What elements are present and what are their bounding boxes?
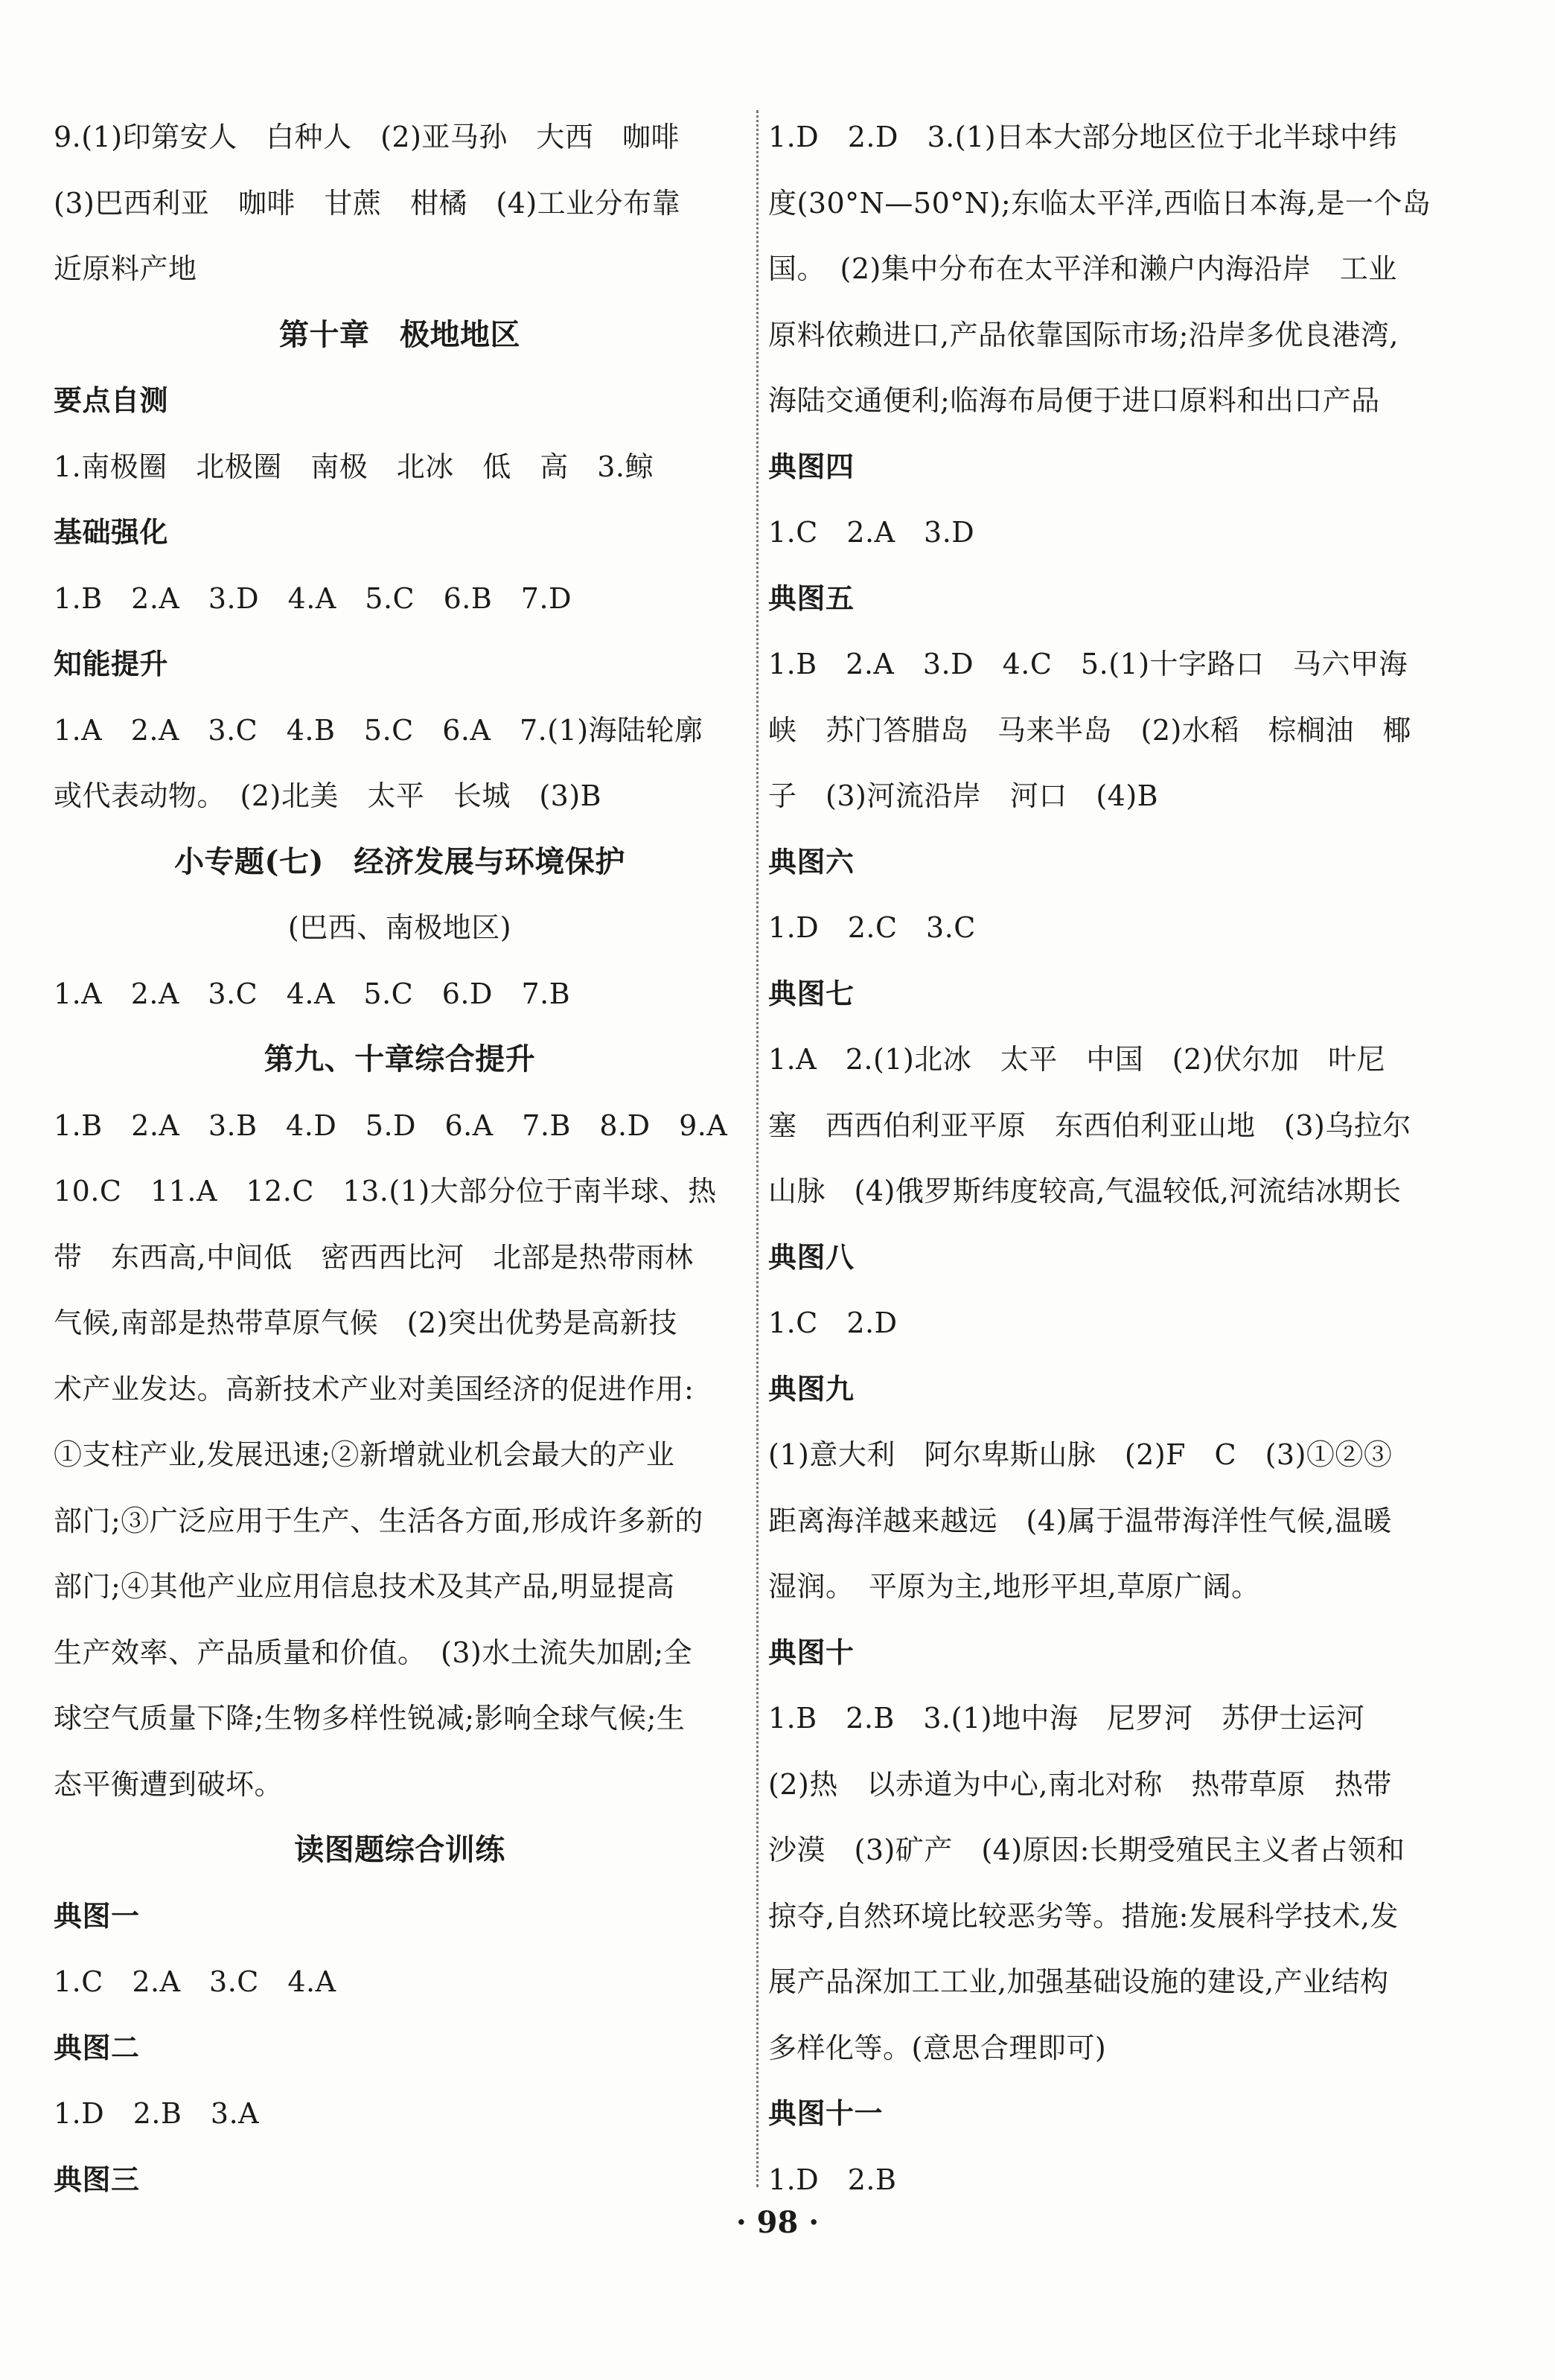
left-answer-line: 1.A 2.A 3.C 4.B 5.C 6.A 7.(1)海陆轮廓 — [54, 713, 703, 747]
left-answer-line: 术产业发达。高新技术产业对美国经济的促进作用: — [54, 1372, 695, 1406]
column-divider — [756, 110, 759, 2187]
right-section-label: 典图七 — [768, 976, 855, 1010]
left-answer-line: 1.D 2.B 3.A — [54, 2097, 260, 2130]
left-section-label: 典图三 — [54, 2162, 140, 2196]
left-answer-line: 10.C 11.A 12.C 13.(1)大部分位于南半球、热 — [54, 1175, 717, 1207]
right-answer-line: 海陆交通便利;临海布局便于进口原料和出口产品 — [768, 384, 1380, 417]
left-column — [54, 104, 746, 2212]
left-answer-line: 生产效率、产品质量和价值。 (3)水土流失加剧;全 — [54, 1636, 693, 1669]
left-section-label: 典图一 — [54, 1898, 140, 1933]
right-answer-line: 度(30°N—50°N);东临太平洋,西临日本海,是一个岛 — [768, 186, 1431, 220]
left-answer-line: 部门;④其他产业应用信息技术及其产品,明显提高 — [54, 1570, 675, 1603]
right-section-label: 典图四 — [768, 449, 855, 483]
right-answer-line: 1.B 2.B 3.(1)地中海 尼罗河 苏伊士运河 — [768, 1702, 1365, 1735]
right-answer-line: 沙漠 (3)矿产 (4)原因:长期受殖民主义者占领和 — [768, 1834, 1405, 1866]
right-section-label: 典图十一 — [768, 2096, 884, 2130]
right-section-label: 典图十 — [768, 1635, 855, 1669]
right-column — [768, 104, 1460, 2212]
left-chapter-heading: 读图题综合训练 — [294, 1832, 505, 1867]
right-answer-line: 1.B 2.A 3.D 4.C 5.(1)十字路口 马六甲海 — [768, 648, 1408, 680]
right-section-label: 典图六 — [768, 844, 855, 878]
right-answer-line: 原料依赖进口,产品依靠国际市场;沿岸多优良港湾, — [768, 318, 1399, 351]
left-answer-line: 球空气质量下降;生物多样性锐减;影响全球气候;生 — [54, 1702, 686, 1735]
left-sub-heading-note: (巴西、南极地区) — [287, 911, 512, 944]
right-section-label: 典图九 — [768, 1371, 855, 1406]
left-answer-line: 1.B 2.A 3.B 4.D 5.D 6.A 7.B 8.D 9.A — [54, 1108, 728, 1142]
left-answer-line: 气候,南部是热带草原气候 (2)突出优势是高新技 — [54, 1307, 677, 1339]
left-answer-line: 近原料产地 — [54, 252, 197, 285]
left-section-label: 典图二 — [54, 2030, 140, 2064]
left-section-label: 要点自测 — [54, 383, 169, 417]
right-answer-line: 峡 苏门答腊岛 马来半岛 (2)水稻 棕榈油 椰 — [768, 713, 1411, 747]
right-answer-line: 山脉 (4)俄罗斯纬度较高,气温较低,河流结冰期长 — [768, 1175, 1402, 1207]
right-answer-line: 湿润。 平原为主,地形平坦,草原广阔。 — [768, 1570, 1260, 1603]
left-section-label: 知能提升 — [54, 647, 169, 680]
right-answer-line: 1.D 2.B — [768, 2163, 897, 2196]
right-answer-line: 塞 西西伯利亚平原 东西伯利亚山地 (3)乌拉尔 — [768, 1108, 1411, 1142]
right-answer-line: 展产品深加工工业,加强基础设施的建设,产业结构 — [768, 1965, 1389, 1998]
right-answer-line: 子 (3)河流沿岸 河口 (4)B — [768, 779, 1159, 812]
right-answer-line: 1.C 2.D — [768, 1307, 898, 1339]
right-answer-line: 距离海洋越来越远 (4)属于温带海洋性气候,温暖 — [768, 1504, 1392, 1537]
right-section-label: 典图八 — [768, 1240, 855, 1274]
left-section-label: 基础强化 — [54, 515, 169, 549]
right-answer-line: 掠夺,自然环境比较恶劣等。措施:发展科学技术,发 — [768, 1899, 1399, 1933]
right-answer-line: 1.D 2.D 3.(1)日本大部分地区位于北半球中纬 — [768, 121, 1398, 153]
left-answer-line: 或代表动物。 (2)北美 太平 长城 (3)B — [54, 779, 602, 812]
left-answer-line: 1.C 2.A 3.C 4.A — [54, 1965, 336, 1998]
left-answer-line: (3)巴西利亚 咖啡 甘蔗 柑橘 (4)工业分布靠 — [54, 186, 681, 220]
left-answer-line: ①支柱产业,发展迅速;②新增就业机会最大的产业 — [54, 1438, 675, 1471]
right-answer-line: 国。 (2)集中分布在太平洋和濑户内海沿岸 工业 — [768, 252, 1397, 285]
right-answer-line: 1.A 2.(1)北冰 太平 中国 (2)伏尔加 叶尼 — [768, 1043, 1386, 1076]
right-answer-line: (1)意大利 阿尔卑斯山脉 (2)F C (3)①②③ — [768, 1438, 1393, 1471]
left-chapter-heading: 小专题(七) 经济发展与环境保护 — [174, 843, 625, 879]
left-answer-line: 态平衡遭到破坏。 — [54, 1767, 284, 1801]
left-chapter-heading: 第九、十章综合提升 — [264, 1041, 536, 1076]
right-answer-line: 1.C 2.A 3.D — [768, 516, 975, 549]
left-chapter-heading: 第十章 极地地区 — [279, 316, 520, 352]
left-answer-line: 1.A 2.A 3.C 4.A 5.C 6.D 7.B — [54, 977, 571, 1010]
right-section-label: 典图五 — [768, 581, 855, 615]
right-answer-line: 多样化等。(意思合理即可) — [768, 2031, 1107, 2064]
right-answer-line: (2)热 以赤道为中心,南北对称 热带草原 热带 — [768, 1767, 1392, 1801]
left-answer-line: 部门;③广泛应用于生产、生活各方面,形成许多新的 — [54, 1504, 703, 1537]
left-answer-line: 9.(1)印第安人 白种人 (2)亚马孙 大西 咖啡 — [54, 121, 680, 153]
page-number: · 98 · — [735, 2205, 820, 2240]
left-answer-line: 1.B 2.A 3.D 4.A 5.C 6.B 7.D — [54, 581, 572, 615]
left-answer-line: 带 东西高,中间低 密西西比河 北部是热带雨林 — [54, 1240, 694, 1274]
left-answer-line: 1.南极圈 北极圈 南极 北冰 低 高 3.鲸 — [54, 450, 654, 483]
right-answer-line: 1.D 2.C 3.C — [768, 911, 976, 944]
